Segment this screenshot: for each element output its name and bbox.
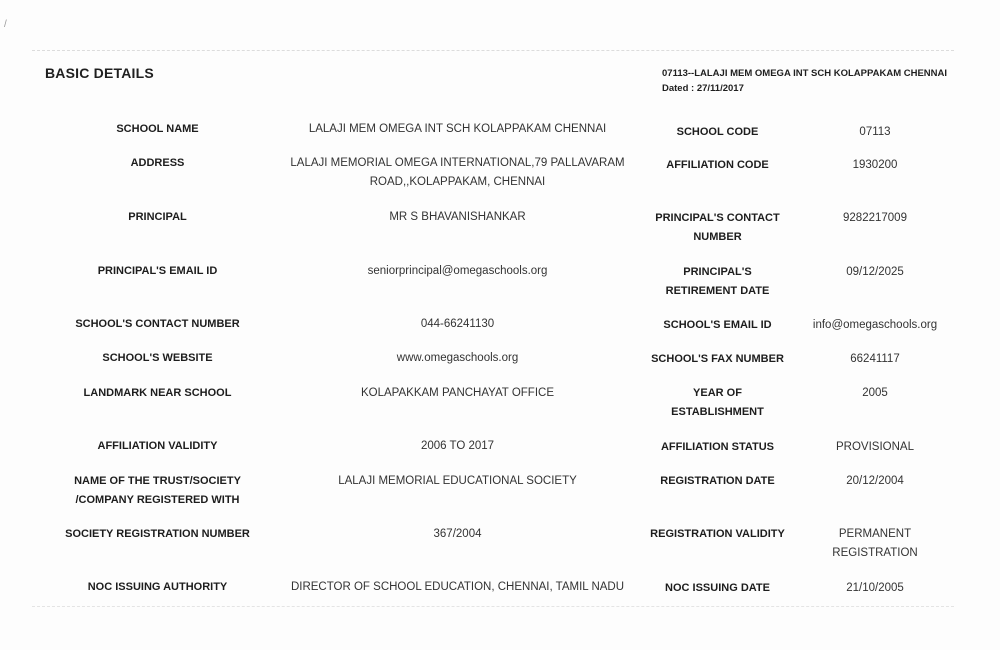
reference-block — [662, 66, 947, 96]
field-label-line: LANDMARK NEAR SCHOOL — [83, 387, 232, 399]
field-value-line: LALAJI MEM OMEGA INT SCH KOLAPPAKAM CHENNAI — [308, 123, 607, 135]
field-value — [800, 350, 950, 369]
field-label — [55, 472, 260, 510]
field-label — [55, 349, 260, 368]
field-value-line: LALAJI MEMORIAL OMEGA INTERNATIONAL,79 PALLAVARAM — [290, 157, 625, 169]
field-value — [800, 123, 950, 142]
dated-text: Dated : 27/11/2017 — [662, 83, 744, 94]
field-value-line: seniorprincipal@omegaschools.org — [367, 265, 548, 277]
field-value-line: 09/12/2025 — [846, 266, 904, 278]
field-value — [290, 120, 625, 139]
field-label — [640, 472, 795, 491]
field-value-line: PERMANENT — [838, 528, 912, 540]
field-label-line: ESTABLISHMENT — [671, 406, 764, 418]
corner-mark: / — [4, 19, 7, 30]
field-label-line: NOC ISSUING AUTHORITY — [87, 581, 228, 593]
field-label-line: /COMPANY REGISTERED WITH — [75, 494, 240, 506]
field-label — [640, 263, 795, 301]
field-label-line: SCHOOL'S CONTACT NUMBER — [75, 318, 240, 330]
field-label-line: SCHOOL'S FAX NUMBER — [651, 353, 784, 365]
field-value-line: 367/2004 — [433, 528, 482, 540]
field-label — [55, 384, 260, 403]
field-label-line: REGISTRATION DATE — [660, 475, 775, 487]
field-value — [800, 263, 950, 282]
field-label-line: AFFILIATION CODE — [666, 159, 769, 171]
field-value-line: ROAD,,KOLAPPAKAM, CHENNAI — [369, 176, 546, 188]
field-label — [55, 315, 260, 334]
field-label — [55, 525, 260, 544]
field-label-line: SCHOOL NAME — [116, 123, 199, 135]
field-label-line: NOC ISSUING DATE — [665, 582, 770, 594]
field-value-line: 2006 TO 2017 — [420, 440, 495, 452]
field-label — [640, 350, 795, 369]
field-value — [290, 154, 625, 192]
field-value — [800, 579, 950, 598]
field-label — [640, 316, 795, 335]
field-label-line: YEAR OF — [693, 387, 742, 399]
field-label-line: PRINCIPAL — [128, 211, 187, 223]
field-label — [640, 438, 795, 457]
field-value — [800, 209, 950, 228]
field-label-line: REGISTRATION VALIDITY — [650, 528, 785, 540]
field-label-line: SCHOOL'S WEBSITE — [102, 352, 213, 364]
field-label — [55, 437, 260, 456]
field-value-line: 2005 — [862, 387, 888, 399]
field-label-line: ADDRESS — [130, 157, 185, 169]
field-value-line: info@omegaschools.org — [812, 319, 938, 331]
field-value-line: 044-66241130 — [420, 318, 495, 330]
field-value-line: 21/10/2005 — [846, 582, 904, 594]
field-value-line: 07113 — [859, 126, 891, 138]
field-value — [290, 349, 625, 368]
field-value-line: 9282217009 — [843, 212, 907, 224]
field-value — [800, 525, 950, 563]
field-label-line: PRINCIPAL'S EMAIL ID — [97, 265, 218, 277]
field-value — [290, 384, 625, 403]
field-value — [800, 384, 950, 403]
field-value — [290, 208, 625, 227]
field-value-line: LALAJI MEMORIAL EDUCATIONAL SOCIETY — [338, 475, 577, 487]
field-label-line: SOCIETY REGISTRATION NUMBER — [65, 528, 250, 540]
field-label-line: NAME OF THE TRUST/SOCIETY — [74, 475, 241, 487]
field-value — [800, 156, 950, 175]
field-value-line: MR S BHAVANISHANKAR — [389, 211, 526, 223]
field-label — [55, 120, 260, 139]
field-label — [55, 262, 260, 281]
field-value-line: REGISTRATION — [832, 547, 918, 559]
field-label-line: NUMBER — [693, 231, 742, 243]
field-label — [640, 156, 795, 175]
field-label — [640, 209, 795, 247]
field-label — [640, 384, 795, 422]
field-value — [290, 472, 625, 491]
field-value-line: DIRECTOR OF SCHOOL EDUCATION, CHENNAI, TAMIL NADU — [290, 581, 625, 593]
field-value-line: www.omegaschools.org — [396, 352, 519, 364]
field-value-line: 66241117 — [850, 353, 900, 365]
field-value — [290, 262, 625, 281]
field-label — [640, 123, 795, 142]
field-value-line: 20/12/2004 — [846, 475, 904, 487]
field-value — [290, 437, 625, 456]
field-label — [55, 154, 260, 173]
field-value — [800, 438, 950, 457]
field-value — [800, 472, 950, 491]
field-value — [290, 578, 625, 597]
field-label-line: PRINCIPAL'S — [683, 266, 752, 278]
field-label — [640, 525, 795, 544]
field-value-line: KOLAPAKKAM PANCHAYAT OFFICE — [361, 387, 554, 399]
field-value — [290, 525, 625, 544]
field-label-line: PRINCIPAL'S CONTACT — [655, 212, 780, 224]
field-label-line: RETIREMENT DATE — [665, 285, 770, 297]
field-label — [55, 578, 260, 597]
reference-code: 07113--LALAJI MEM OMEGA INT SCH KOLAPPAKAM CHENNAI — [662, 68, 948, 79]
field-value-line: 1930200 — [852, 159, 898, 171]
section-title: BASIC DETAILS — [45, 65, 154, 81]
field-label-line: AFFILIATION STATUS — [660, 441, 775, 453]
field-value — [800, 316, 950, 335]
field-label — [55, 208, 260, 227]
field-label-line: SCHOOL'S EMAIL ID — [663, 319, 772, 331]
field-value — [290, 315, 625, 334]
field-label-line: AFFILIATION VALIDITY — [97, 440, 218, 452]
field-label — [640, 579, 795, 598]
field-value-line: PROVISIONAL — [836, 441, 914, 453]
field-label-line: SCHOOL CODE — [676, 126, 759, 138]
